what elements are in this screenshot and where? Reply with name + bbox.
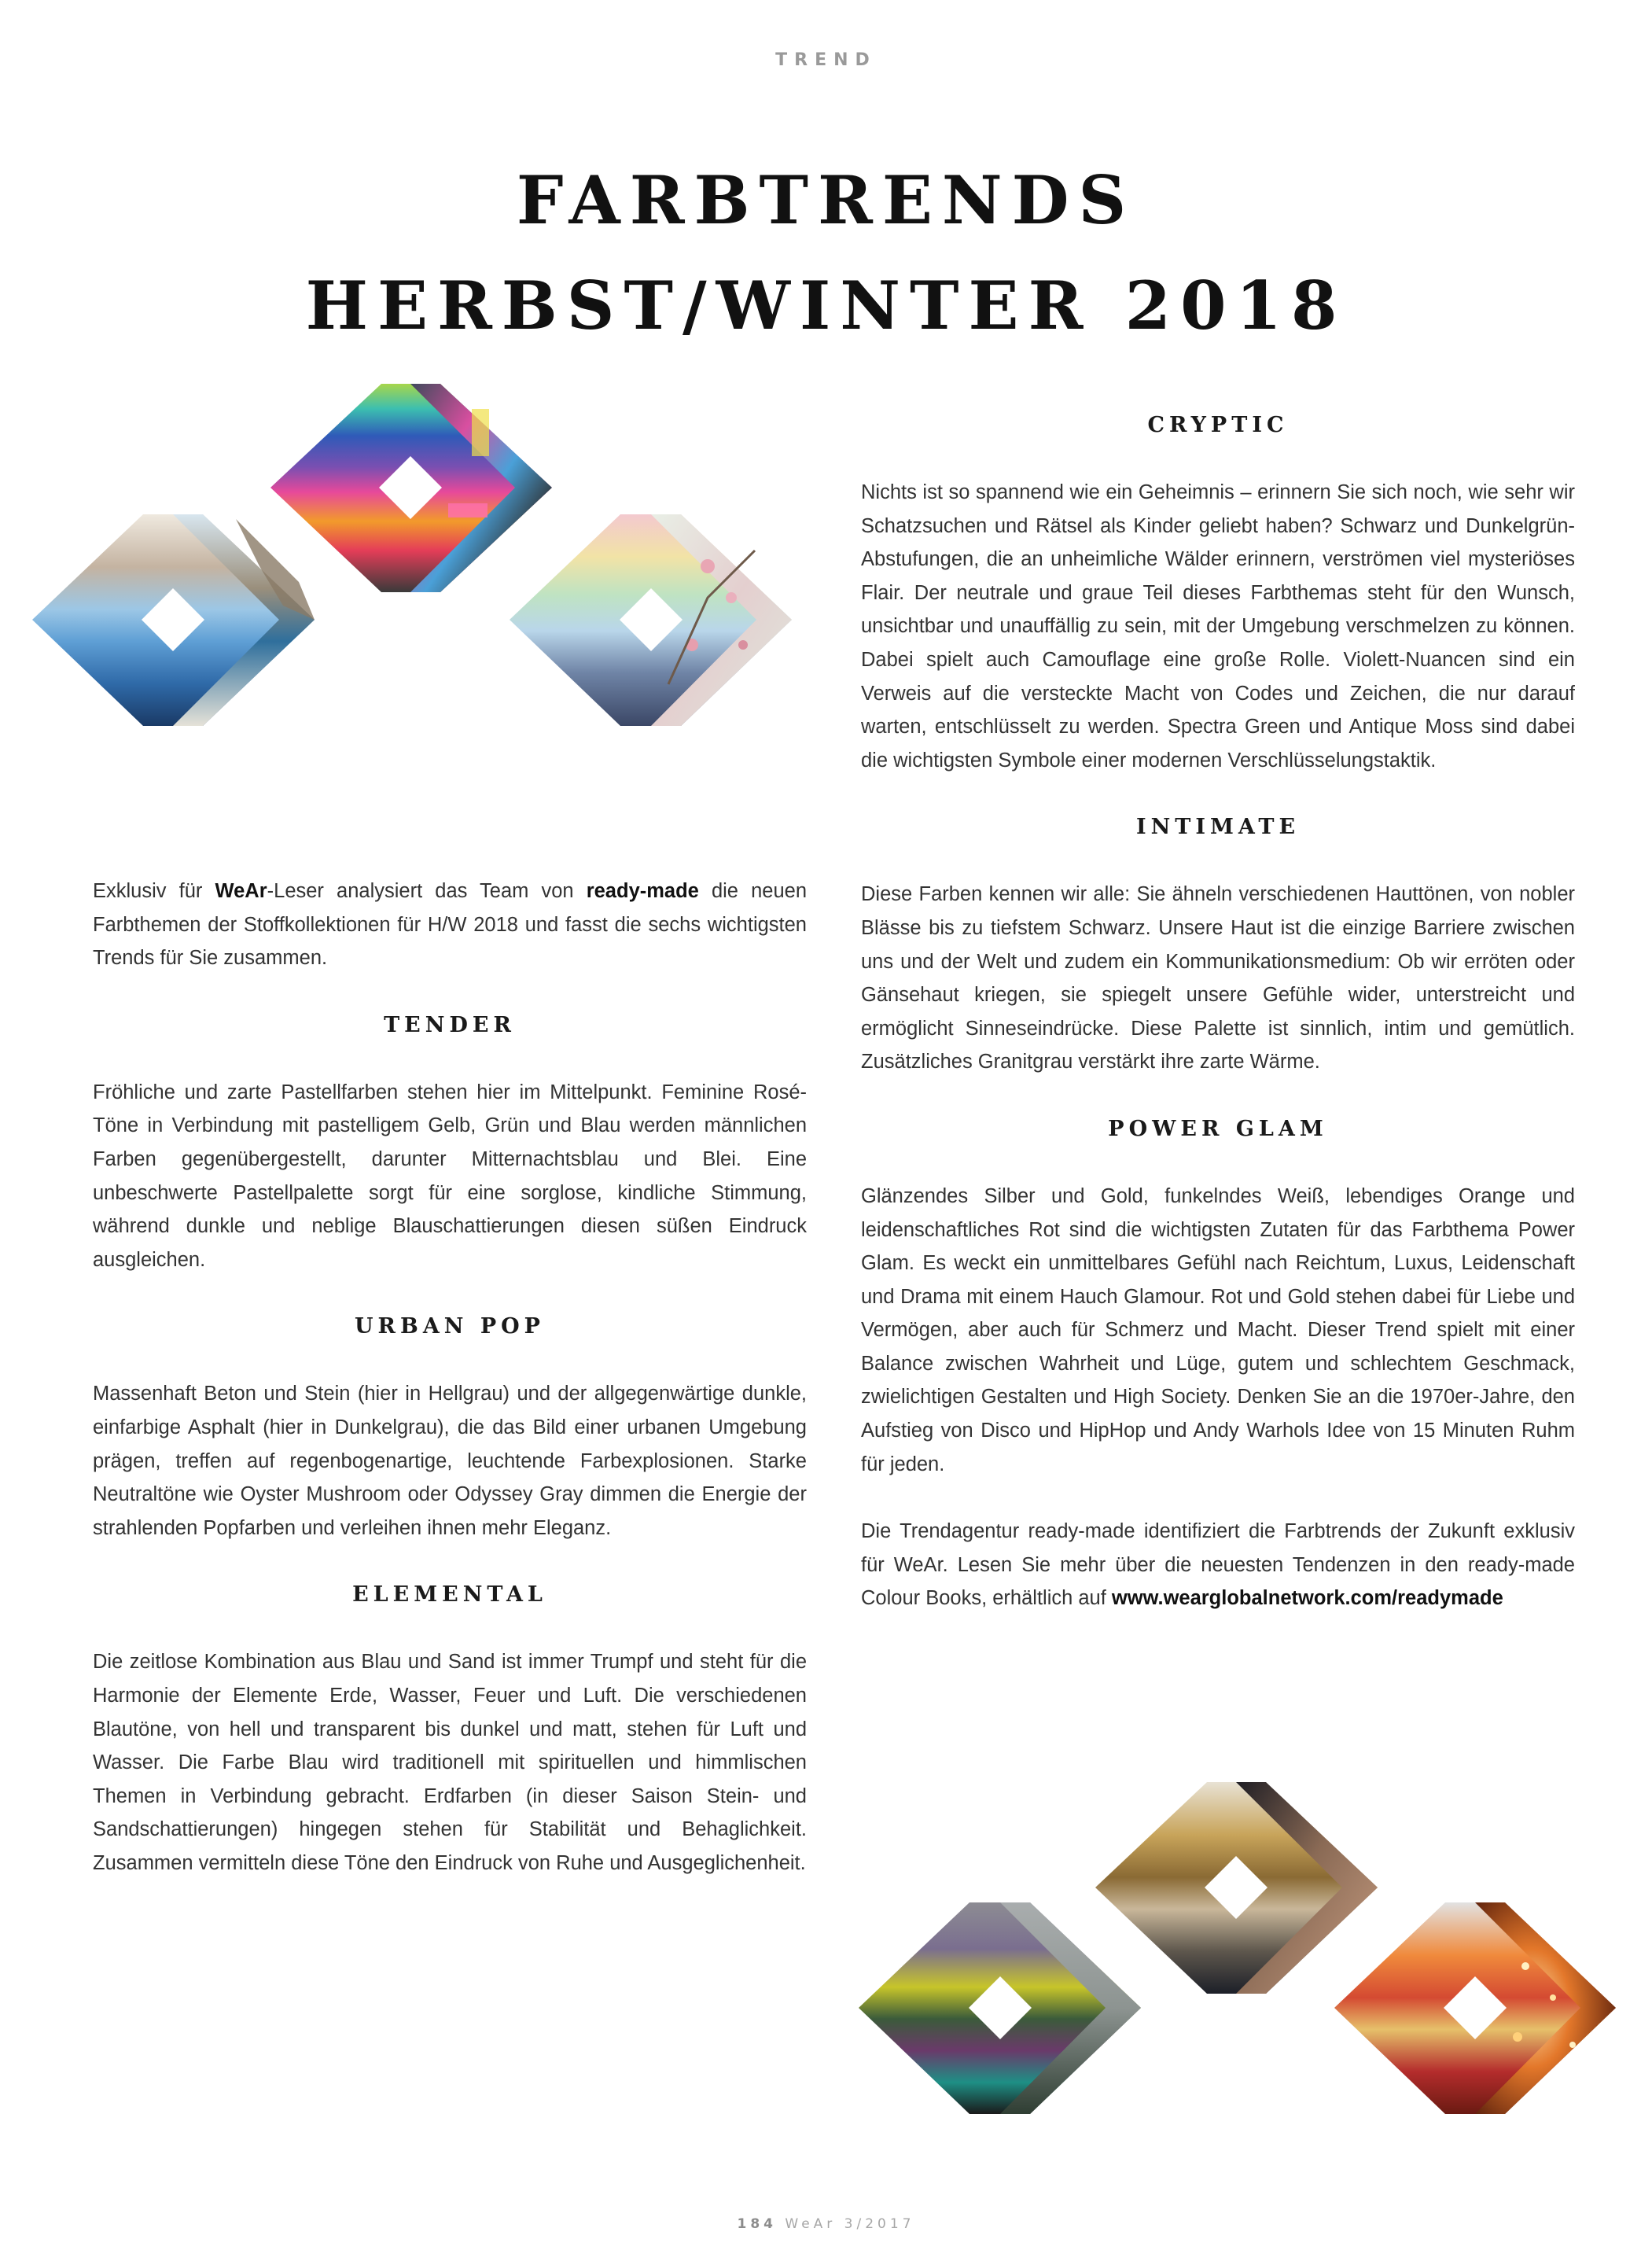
- intro-wear-brand: WeAr: [215, 880, 267, 902]
- closing-paragraph: [861, 1515, 1575, 1615]
- heading-urban-pop: URBAN POP: [355, 1314, 545, 1339]
- intro-text-1: Exklusiv für: [93, 880, 215, 902]
- hexagon-elemental: [32, 514, 315, 726]
- hexagon-intimate: [1095, 1782, 1378, 1994]
- page-footer: [0, 2216, 1652, 2232]
- readymade-link[interactable]: www.wearglobalnetwork.com/readymade: [1111, 1587, 1503, 1610]
- paragraph-intimate: Diese Farben kennen wir alle: Sie ähneln verschiedenen Hauttönen, von nobler Blässe bis zu tiefstem Schwarz. Unsere Haut ist die einzige Barriere zwischen uns und der Welt und zudem ein Kommunikationsmedium: Ob wir erröten oder Gänsehaut kriegen, sie spiegelt unsere Gefühle wider, unterstreicht und ermöglicht Sinneseindrücke. Diese Palette ist sinnlich, intim und gemütlich. Zusätzliches Granitgrau verstärkt ihre zarte Wärme.: [861, 883, 1575, 1074]
- heading-cryptic: CRYPTIC: [1147, 413, 1289, 437]
- closing-text: Die Trendagentur ready-made identifiziert die Farbtrends der Zukunft exklusiv für WeAr. Lesen Sie mehr über die neuesten Tendenzen in den ready-made Colour Books, erhältlich auf: [861, 1520, 1575, 1610]
- paragraph-urban-pop: Massenhaft Beton und Stein (hier in Hellgrau) und der allgegenwärtige dunkle, einfarbige Asphalt (hier in Dunkelgrau), die das Bild einer urbanen Umgebung prägen, treffen auf regenbogenartige, leuchtende Farbexplosionen. Starke Neutraltöne wie Oyster Mushroom oder Odyssey Gray dimmen die Energie der strahlenden Popfarben und verleihen ihnen mehr Eleganz.: [93, 1383, 807, 1539]
- paragraph-cryptic: Nichts ist so spannend wie ein Geheimnis – erinnern Sie sich noch, wie sehr wir Schatzsuchen und Rätsel als Kinder geliebt haben? Schwarz und Dunkelgrün-Abstufungen, die an unheimliche Wälder erinnern, verströmen viel mysteriöses Flair. Der neutrale und graue Teil dieses Farbthemas steht für den Wunsch, unsichtbar und unauffällig zu sein, mit der Umgebung verschmelzen zu können. Dabei spielt auch Camouflage eine große Rolle. Violett-Nuancen sind ein Verweis auf die versteckte Macht von Codes und Zeichen, die nur darauf warten, entschlüsselt zu werden. Spectra Green und Antique Moss sind dabei die wichtigsten Symbole einer modernen Verschlüsselungstaktik.: [861, 481, 1575, 772]
- issue-label: WeAr 3/2017: [785, 2216, 915, 2232]
- heading-power-glam: POWER GLAM: [1108, 1116, 1328, 1141]
- paragraph-power-glam: Glänzendes Silber und Gold, funkelndes Weiß, lebendiges Orange und leidenschaftliches Rot sind die wichtigsten Zutaten für das Farbthema Power Glam. Es weckt ein unmittelbares Gefühl nach Reichtum, Luxus, Leidenschaft und Drama mit einem Hauch Glamour. Rot und Gold stehen dabei für Liebe und Vermögen, aber auch für Schmerz und Macht. Dieser Trend spielt mit einer Balance zwischen Wahrheit und Lüge, gutem und schlechtem Geschmack, zwielichtigen Gestalten und High Society. Denken Sie an die 1970er-Jahre, den Aufstieg von Disco und HipHop und Andy Warhols Idee von 15 Minuten Ruhm für jeden.: [861, 1184, 1575, 1475]
- heading-elemental: ELEMENTAL: [352, 1582, 547, 1608]
- intro-text-2: -Leser analysiert das Team von: [267, 880, 587, 902]
- hexagon-cryptic: [859, 1902, 1141, 2114]
- right-column: [861, 409, 1575, 1615]
- intro-readymade-brand: ready-made: [586, 880, 699, 902]
- page-number: 184: [737, 2216, 777, 2232]
- paragraph-elemental: Die zeitlose Kombination aus Blau und Sand ist immer Trumpf und steht für die Harmonie der Elemente Erde, Wasser, Feuer und Luft. Die verschiedenen Blautöne, von hell und transparent bis dunkel und matt, stehen für Luft und Wasser. Die Farbe Blau wird traditionell mit spirituellen und himmlischen Themen in Verbindung gebracht. Erdfarben (in dieser Saison Stein- und Sandschattierungen) hingegen stehen für Stabilität und Behaglichkeit. Zusammen vermitteln diese Töne den Eindruck von Ruhe und Ausgeglichenheit.: [93, 1651, 807, 1874]
- paragraph-tender: Fröhliche und zarte Pastellfarben stehen hier im Mittelpunkt. Feminine Rosé-Töne in Verbindung mit pastelligem Gelb, Grün und Blau werden männlichen Farben gegenübergestellt, darunter Mitternachtsblau und Blei. Eine unbeschwerte Pastellpalette sorgt für eine sorglose, kindliche Stimmung, während dunkle und neblige Blauschattierungen diesen süßen Eindruck ausgleichen.: [93, 1081, 807, 1271]
- title-line-2: HERBST/WINTER 2018: [305, 267, 1347, 344]
- title-line-1: FARBTRENDS: [516, 161, 1136, 239]
- intro-text-3: die neuen Farbthemen der Stoffkollektionen für H/W 2018 und fasst die sechs wichtigsten Trends für Sie zusammen.: [93, 880, 808, 970]
- section-kicker: TREND: [775, 50, 877, 70]
- hexagon-tender: [510, 514, 792, 726]
- heading-intimate: INTIMATE: [1135, 815, 1301, 840]
- intro-paragraph: [93, 875, 807, 975]
- hexagon-power-glam: [1334, 1902, 1616, 2114]
- heading-tender: TENDER: [384, 1012, 516, 1037]
- hexagon-urban-pop: [270, 384, 552, 592]
- left-column: [93, 875, 807, 1880]
